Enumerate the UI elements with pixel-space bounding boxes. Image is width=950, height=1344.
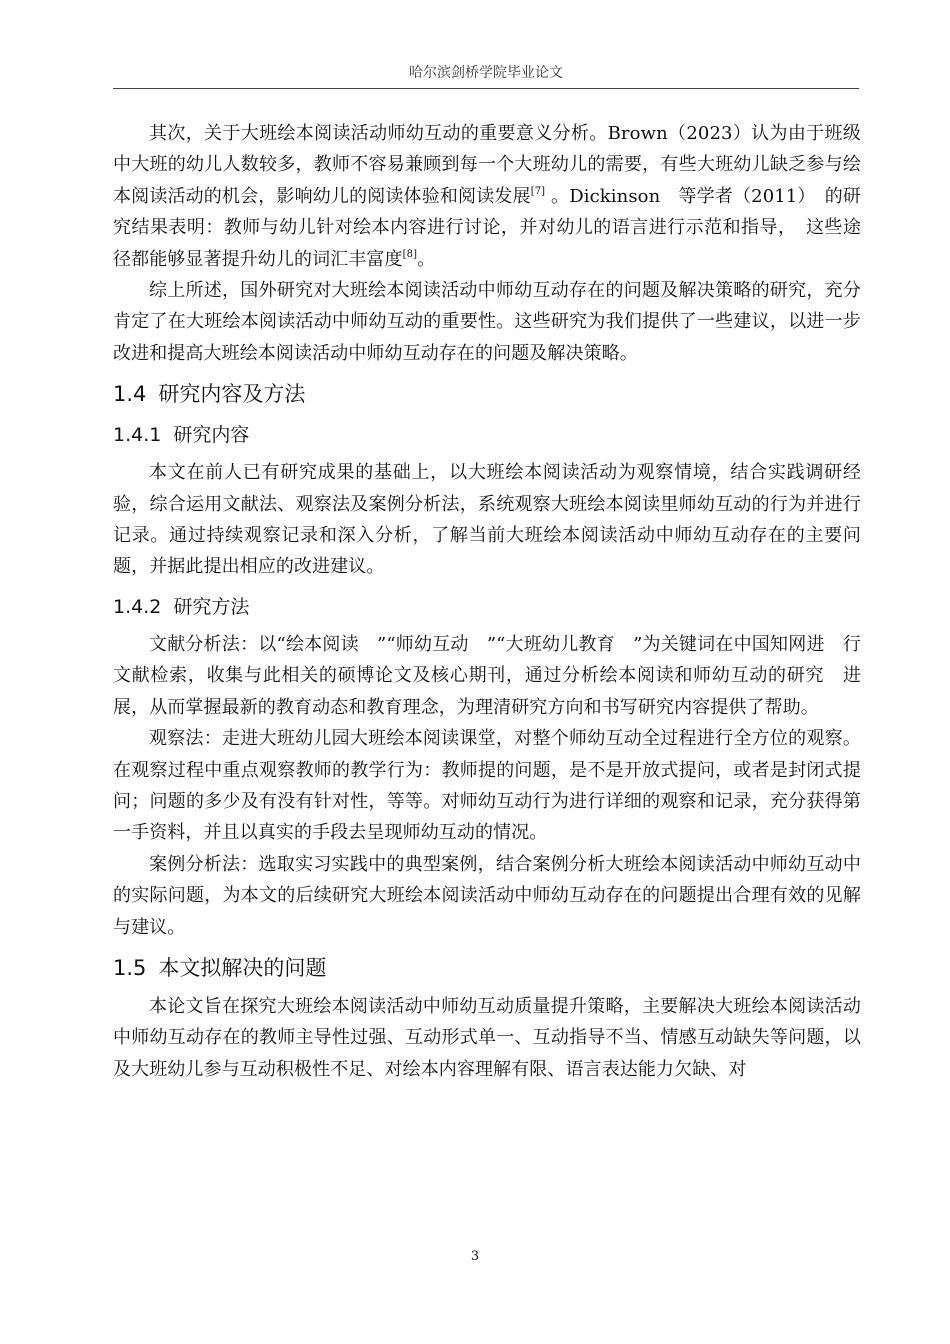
section-number: 1.4 <box>113 382 147 407</box>
paragraph-text: 。Dickinson 等学者（2011） 的研究结果表明：教师与幼儿针对绘本内容进行讨论，并对幼儿的语言进行示范和指导， 这些途径都能够显著提升幼儿的词汇丰富度 <box>113 185 861 270</box>
section-title: 研究方法 <box>173 595 250 618</box>
section-title: 本文拟解决的问题 <box>158 955 327 980</box>
page-header-title: 哈尔滨剑桥学院毕业论文 <box>409 65 563 81</box>
citation-7: [7] <box>530 185 546 197</box>
paragraph-literature-method: 文献分析法：以“绘本阅读 ”“师幼互动 ”“大班幼儿教育 ”为关键词在中国知网进 行文献检索，收集与此相关的硕博论文及核心期刊，通过分析绘本阅读和师幼互动的研究 进展，从而掌握最新的教育动态和教育理念，为理清研究方向和书写研究内容提供了帮助。 <box>113 633 861 718</box>
section-number: 1.5 <box>113 955 147 980</box>
section-heading-1-4 <box>113 377 861 411</box>
paragraph-observation-method: 观察法：走进大班幼儿园大班绘本阅读课堂，对整个师幼互动全过程进行全方位的观察。在观察过程中重点观察教师的教学行为：教师提的问题，是不是开放式提问，或者是封闭式提问；问题的多少及有没有针对性，等等。对师幼互动行为进行详细的观察和记录，充分获得第一手资料，并且以真实的手段去呈现师幼互动的情况。 <box>113 728 861 844</box>
paragraph-text: 。 <box>417 248 436 270</box>
paragraph-problems: 本论文旨在探究大班绘本阅读活动中师幼互动质量提升策略，主要解决大班绘本阅读活动中师幼互动存在的教师主导性过强、互动形式单一、互动指导不当、情感互动缺失等问题，以及大班幼儿参与互动积极性不足、对绘本内容理解有限、语言表达能力欠缺、对 <box>113 995 861 1080</box>
header-divider <box>113 88 859 89</box>
page-number: 3 <box>470 1249 480 1264</box>
section-title: 研究内容 <box>173 424 250 447</box>
paragraph-summary: 综上所述，国外研究对大班绘本阅读活动中师幼互动存在的问题及解决策略的研究，充分肯定了在大班绘本阅读活动中师幼互动的重要性。这些研究为我们提供了一些建议，以进一步改进和提高大班绘本阅读活动中师幼互动存在的问题及解决策略。 <box>113 280 861 364</box>
page-body <box>113 118 861 1085</box>
section-title: 研究内容及方法 <box>158 382 306 407</box>
section-number: 1.4.2 <box>113 595 162 618</box>
subsection-heading-1-4-2 <box>113 591 861 623</box>
section-number: 1.4.1 <box>113 424 162 447</box>
subsection-heading-1-4-1 <box>113 419 861 451</box>
citation-8: [8] <box>402 248 418 260</box>
section-heading-1-5 <box>113 951 861 985</box>
paragraph-text: 其次，关于大班绘本阅读活动师幼互动的重要意义分析。Brown（2023）认为由于班级中大班的幼儿人数较多，教师不容易兼顾到每一个大班幼儿的需要，有些大班幼儿缺乏参与绘本阅读活动的机会，影响幼儿的阅读体验和阅读发展 <box>113 123 861 207</box>
paragraph-significance <box>113 118 861 275</box>
paragraph-case-method: 案例分析法：选取实习实践中的典型案例，结合案例分析大班绘本阅读活动中师幼互动中的实际问题，为本文的后续研究大班绘本阅读活动中师幼互动存在的问题提出合理有效的见解与建议。 <box>113 853 861 938</box>
paragraph-research-content: 本文在前人已有研究成果的基础上，以大班绘本阅读活动为观察情境，结合实践调研经验，综合运用文献法、观察法及案例分析法，系统观察大班绘本阅读里师幼互动的行为并进行记录。通过持续观察记录和深入分析，了解当前大班绘本阅读活动中师幼互动存在的主要问题，并据此提出相应的改进建议。 <box>113 462 861 578</box>
